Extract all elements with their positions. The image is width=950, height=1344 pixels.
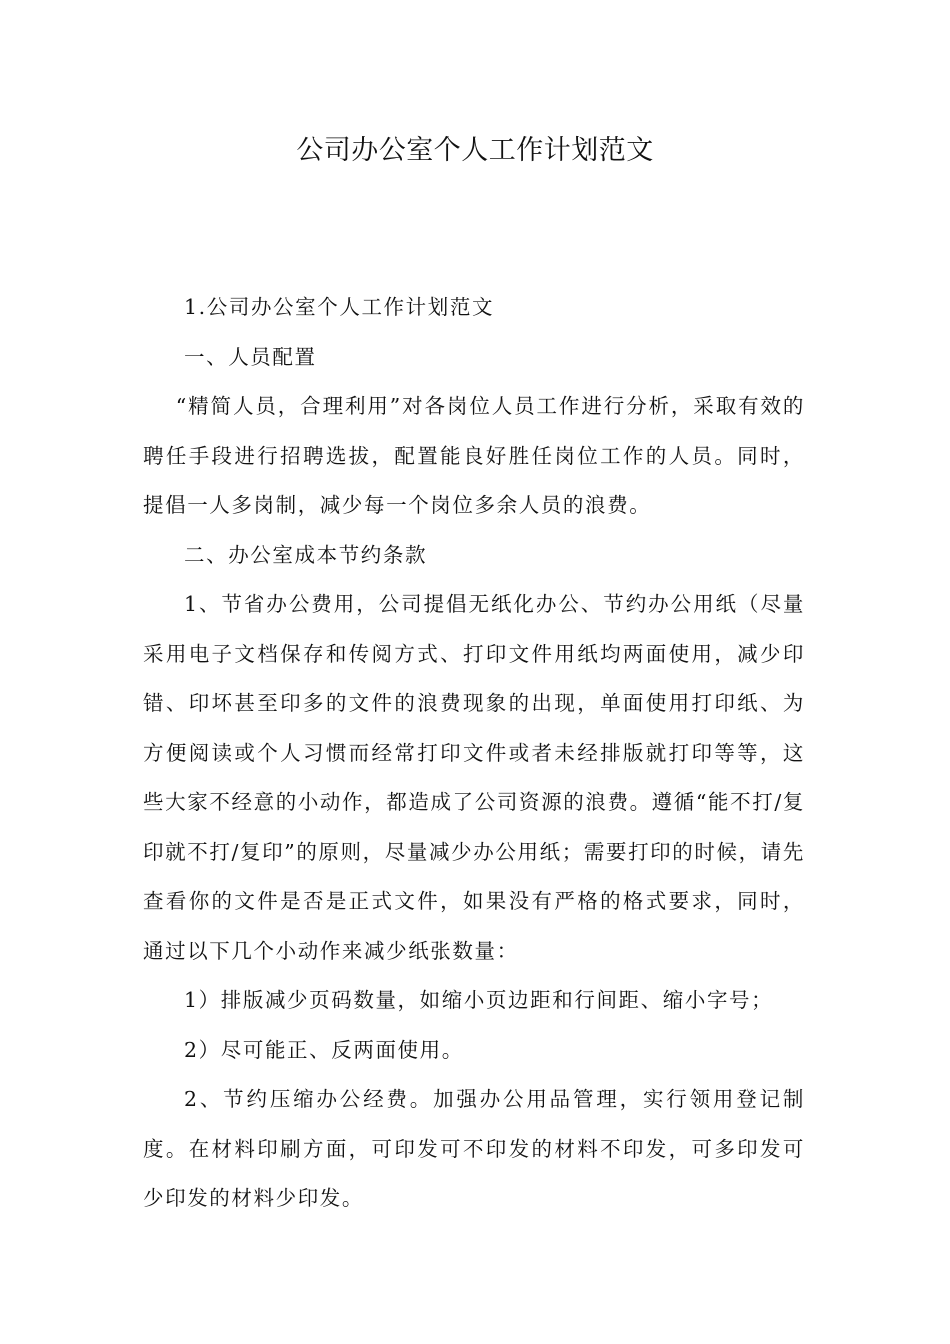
document-title: 公司办公室个人工作计划范文	[296, 135, 654, 166]
paragraph-office-expenses: 1、节省办公费用，公司提倡无纸化办公、节约办公用纸（尽量采用电子文档保存和传阅方式、打印文件用纸均两面使用，减少印错、印坏甚至印多的文件的浪费现象的出现，单面使用打印纸、为方便阅读或个人习惯而经常打印文件或者未经排版就打印等等，这些大家不经意的小动作，都造成了公司资源的浪费。遵循“能不打/复印就不打/复印”的原则，尽量减少办公用纸；需要打印的时候，请先查看你的文件是否是正式文件，如果没有严格的格式要求，同时，通过以下几个小动作来减少纸张数量：	[143, 592, 805, 963]
list-item-layout: 1）排版减少页码数量，如缩小页边距和行间距、缩小字号；	[184, 988, 774, 1012]
list-item-double-sided: 2）尽可能正、反两面使用。	[184, 1037, 464, 1062]
paragraph-staffing: “精简人员，合理利用”对各岗位人员工作进行分析，采取有效的聘任手段进行招聘选拔，配置能良好胜任岗位工作的人员。同时，提倡一人多岗制，减少每一个岗位多余人员的浪费。	[143, 394, 805, 517]
paragraph-office-funds: 2、节约压缩办公经费。加强办公用品管理，实行领用登记制度。在材料印刷方面，可印发可不印发的材料不印发，可多印发可少印发的材料少印发。	[143, 1087, 805, 1210]
section-heading-cost-saving: 二、办公室成本节约条款	[184, 542, 428, 567]
document-body	[143, 283, 805, 1224]
paragraph-heading-1: 1.公司办公室个人工作计划范文	[184, 295, 495, 319]
section-heading-staffing: 一、人员配置	[184, 344, 317, 369]
